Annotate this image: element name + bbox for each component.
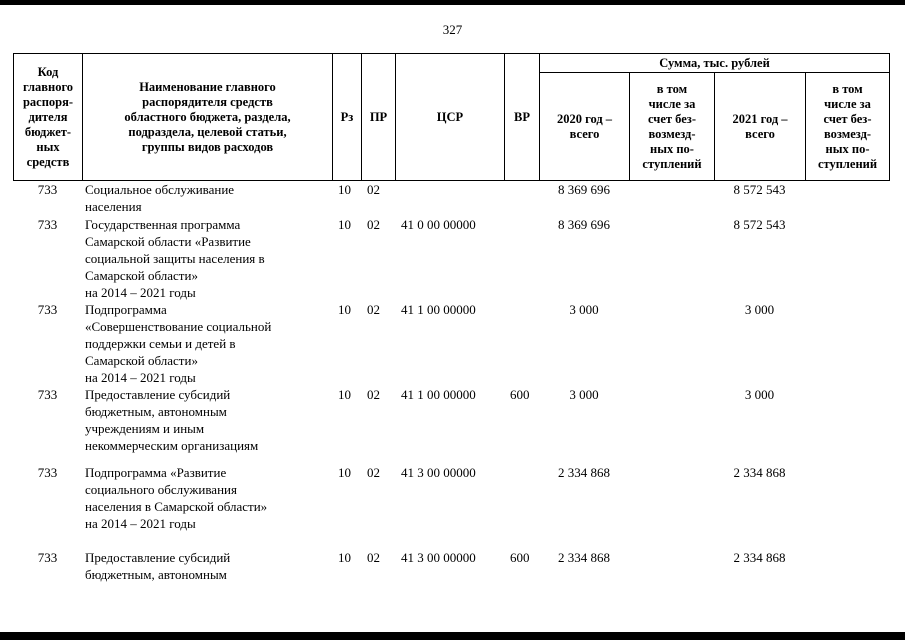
row-name-line: Государственная программа [85,217,241,232]
row-name [82,301,332,386]
row-sum-2020-free [629,181,714,216]
row-name-line: Самарской области «Развитие [85,234,251,249]
row-csr: 41 1 00 00000 [401,302,476,317]
table-row [13,301,889,386]
header-line: средств [26,154,70,169]
header-line: счет без- [823,111,872,126]
table-row [13,549,889,589]
row-name-line: Самарской области» [85,353,198,368]
row-name-line: Предоставление субсидий [85,387,231,402]
row-name-line: бюджетным, автономным [85,404,227,419]
header-2020-free-lines [632,82,712,172]
row-name-line: Предоставление субсидий [85,550,231,565]
row-vr [504,301,539,386]
header-line: ступлений [642,156,702,171]
header-vr: ВР [505,54,540,181]
row-name-line: Подпрограмма «Развитие [85,465,227,480]
row-sum-2020: 2 334 868 [558,550,610,565]
row-rz: 10 [338,465,351,480]
row-code: 733 [37,302,58,317]
header-2021-free-lines [808,82,887,172]
row-vr: 600 [510,387,530,402]
row-csr [395,181,504,216]
header-line: ступлений [817,156,878,171]
row-code: 733 [37,217,58,232]
row-sum-2021-free [805,181,889,216]
header-csr: ЦСР [396,54,505,181]
row-sum-2021: 8 572 543 [733,217,786,232]
row-vr [504,181,539,216]
row-vr [504,216,539,301]
row-pr: 02 [367,217,380,232]
row-name [82,386,332,454]
row-name-line: социального обслуживания [85,482,237,497]
row-name-line: «Совершенствование социальной [85,319,272,334]
header-2021-total-lines [717,112,803,142]
row-name-line: социальной защиты населения в [85,251,265,266]
header-line: главного [22,79,74,94]
row-vr [504,454,539,549]
row-name-line: на 2014 – 2021 годы [85,370,196,385]
row-sum-2021-free [805,386,889,454]
row-pr: 02 [367,387,380,402]
row-code: 733 [37,550,58,565]
header-line: 2021 год – [732,111,788,126]
budget-table-header [13,53,890,181]
top-scan-border [0,0,905,5]
row-sum-2020-free [629,216,714,301]
bottom-scan-border [0,632,905,640]
row-sum-2021-free [805,216,889,301]
header-line: 2020 год – [556,111,613,126]
row-name-line: Самарской области» [85,268,198,283]
row-name [82,216,332,301]
row-sum-2021-free [805,549,889,589]
header-line: ных [36,139,60,154]
row-vr: 600 [510,550,530,565]
row-sum-2021-free [805,454,889,549]
header-2021-total [715,73,806,181]
row-name-line: поддержки семьи и детей в [85,336,236,351]
header-line: числе за [648,96,696,111]
header-code [14,54,83,181]
row-csr: 41 0 00 00000 [401,217,476,232]
row-pr: 02 [367,550,380,565]
header-line: подраздела, целевой статьи, [128,124,287,139]
row-sum-2021: 2 334 868 [733,550,786,565]
header-line: всего [745,126,775,141]
header-line: дителя [28,109,68,124]
header-line: возмезд- [648,126,696,141]
header-sum-group: Сумма, тыс. рублей [540,54,890,73]
header-line: в том [832,81,863,96]
row-name-line: населения в Самарской области» [85,499,268,514]
table-row [13,454,889,549]
row-sum-2020: 8 369 696 [558,217,610,232]
header-line: всего [569,126,600,141]
header-line: счет без- [648,111,696,126]
row-name [82,549,332,589]
row-pr: 02 [367,465,380,480]
row-name-line: на 2014 – 2021 годы [85,516,196,531]
header-line: числе за [824,96,871,111]
header-code-lines [16,65,80,170]
row-code: 733 [37,465,58,480]
header-2021-free [806,73,890,181]
row-sum-2020: 8 369 696 [558,182,610,197]
row-pr: 02 [367,182,380,197]
header-name [83,54,333,181]
header-line: возмезд- [823,126,872,141]
row-sum-2021: 3 000 [744,302,775,317]
header-line: бюджет- [24,124,72,139]
header-line: ных по- [650,141,694,156]
header-line: группы видов расходов [141,139,274,154]
table-row [13,216,889,301]
header-2020-total-lines [542,112,627,142]
page-number: 327 [442,22,463,37]
header-rz: Рз [333,54,362,181]
header-2020-total [540,73,630,181]
row-rz: 10 [338,217,351,232]
table-row [13,386,889,454]
row-name [82,454,332,549]
row-pr: 02 [367,302,380,317]
row-name-line: населения [85,199,142,214]
row-sum-2020: 2 334 868 [558,465,610,480]
row-sum-2020-free [629,549,714,589]
table-row [13,181,889,216]
header-name-lines [85,80,330,155]
row-name-line: на 2014 – 2021 годы [85,285,196,300]
row-name [82,181,332,216]
row-sum-2020-free [629,386,714,454]
header-pr: ПР [362,54,396,181]
header-line: ных по- [825,141,870,156]
row-sum-2020: 3 000 [569,302,599,317]
row-name-line: бюджетным, автономным [85,567,227,582]
header-line: Наименование главного [139,79,276,94]
row-name-line: некоммерческим организациям [85,438,259,453]
row-code: 733 [37,182,58,197]
row-rz: 10 [338,302,351,317]
row-csr: 41 3 00 00000 [401,550,476,565]
row-code: 733 [37,387,58,402]
row-sum-2021: 2 334 868 [733,465,786,480]
row-csr: 41 1 00 00000 [401,387,476,402]
header-line: распоря- [22,94,74,109]
row-rz: 10 [338,550,351,565]
row-name-line: Социальное обслуживание [85,182,235,197]
row-sum-2020-free [629,454,714,549]
row-sum-2020-free [629,301,714,386]
header-line: распорядителя средств [142,94,273,109]
row-csr: 41 3 00 00000 [401,465,476,480]
row-sum-2021-free [805,301,889,386]
row-name-line: учреждениям и иным [85,421,205,436]
row-name-line: Подпрограмма [85,302,167,317]
row-rz: 10 [338,387,351,402]
budget-table-body [13,181,889,589]
row-sum-2021: 8 572 543 [733,182,786,197]
row-rz: 10 [338,182,351,197]
header-line: областного бюджета, раздела, [124,109,291,124]
header-2020-free [630,73,715,181]
row-sum-2021: 3 000 [744,387,775,402]
header-line: Код [37,64,59,79]
row-sum-2020: 3 000 [569,387,599,402]
header-line: в том [656,81,688,96]
